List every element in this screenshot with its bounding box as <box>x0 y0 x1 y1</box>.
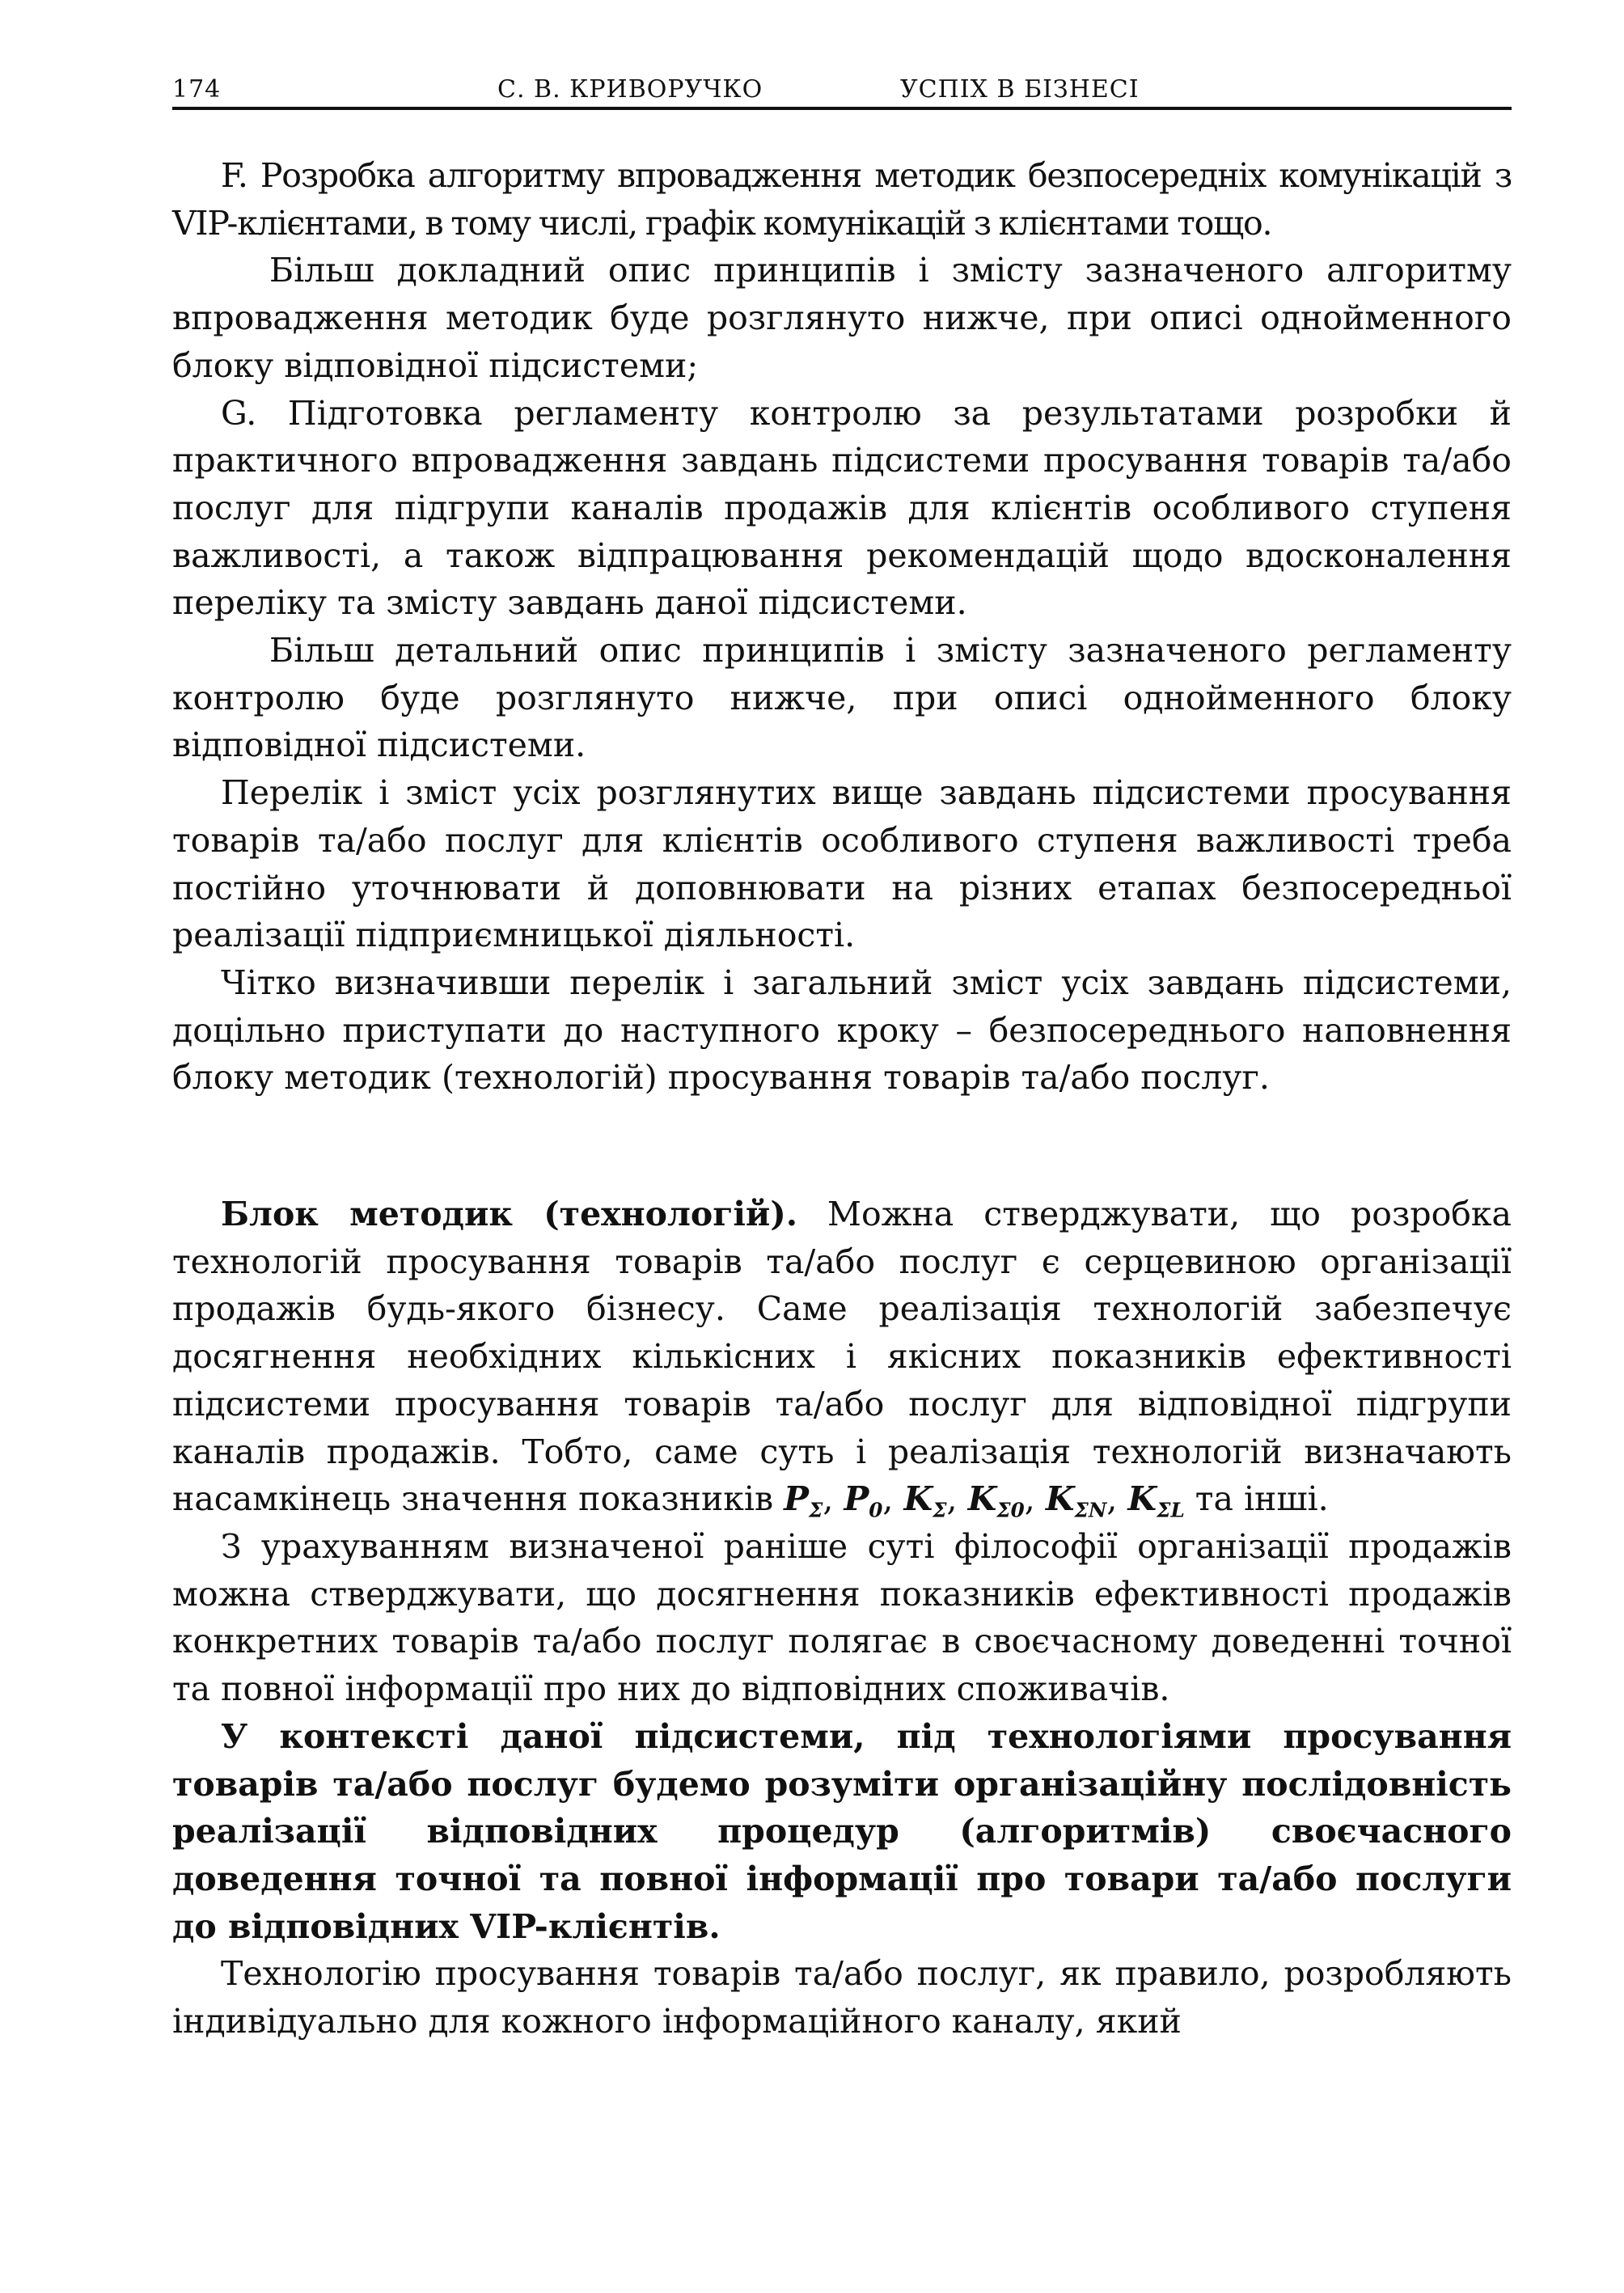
paragraph-task-list: Перелік і зміст усіх розглянутих вище завдань підсистеми просування товарів та/або послуг для клієнтів особливого ступеня важливості треба постійно уточнювати й доповнювати на різних етапах безпосередньої реалізації підприємницької діяльності. <box>172 773 1512 955</box>
symbol-k-sigman: $K_{\Sigma N}$ <box>1045 1479 1107 1522</box>
paragraph-next-step: Чітко визначивши перелік і загальний зміст усіх завдань підсистеми, доцільно приступати до наступного кроку – безпосереднього наповнення блоку методик (технологій) просування товарів та/або послуг. <box>172 962 1512 1098</box>
page-body <box>172 152 1512 2046</box>
symbol-p-0: $P_0$ <box>844 1479 883 1522</box>
symbol-k-sigma: $K_\Sigma$ <box>903 1479 947 1522</box>
paragraph-g-note: Більш детальний опис принципів і змісту зазначеного регламенту контролю буде розглянуто нижче, при описі однойменного блоку відповідної підсистеми. <box>172 631 1512 765</box>
methods-block-end: та інші. <box>1184 1479 1329 1519</box>
page-number: 174 <box>172 75 222 104</box>
symbol-k-sigmal: $K_{\Sigma L}$ <box>1127 1479 1185 1522</box>
paragraph-f: F. Розробка алгоритму впровадження методик безпосередніх комунікацій з VIP-клієнтами, в тому числі, графік комунікацій з клієнтами тощо. <box>172 156 1512 243</box>
paragraph-technology: Технологію просування товарів та/або послуг, як правило, розробляють індивідуально для кожного інформаційного каналу, який <box>172 1954 1512 2041</box>
symbol-k-sigma0: $K_{\Sigma 0}$ <box>967 1479 1025 1522</box>
header-book-title: УСПІХ В БІЗНЕСІ <box>900 75 1140 104</box>
section-lead: Блок методик (технологій). <box>221 1195 797 1234</box>
paragraph-g: G. Підготовка регламенту контролю за результатами розробки й практичного впровадження завдань підсистеми просування товарів та/або послуг для підгрупи каналів продажів для клієнтів особливого ступеня важливості, а також відпрацювання рекомендацій щодо вдосконалення переліку та змісту завдань даної підсистеми. <box>172 393 1512 623</box>
running-header <box>172 66 1512 110</box>
paragraph-philosophy: З урахуванням визначеної раніше суті філософії організації продажів можна стверджувати, що досягнення показників ефективності продажів конкретних товарів та/або послуг полягає в своєчасному доведенні точної та повної інформації про них до відповідних споживачів. <box>172 1526 1512 1709</box>
methods-block-text: Можна стверджувати, що розробка технологій просування товарів та/або послуг є серцевиною організації продажів будь-якого бізнесу. Саме реалізація технологій забезпечує досягнення необхідних кількісних і якісних показників ефективності підсистеми просування товарів та/або послуг для відповідної підгрупи каналів продажів. Тобто, саме суть і реалізація технологій визначають насамкінець значення показників <box>172 1195 1512 1519</box>
paragraph-f-note: Більш докладний опис принципів і змісту зазначеного алгоритму впровадження методик буде розглянуто нижче, при описі однойменного блоку відповідної підсистеми; <box>172 251 1512 385</box>
symbol-p-sigma: $P_\Sigma$ <box>784 1479 823 1522</box>
header-author: С. В. КРИВОРУЧКО <box>497 75 763 104</box>
paragraph-definition: У контексті даної підсистеми, під технологіями просування товарів та/або послуг будемо розуміти організаційну послідовність реалізації відповідних процедур (алгоритмів) своєчасного доведення точної та повної інформації про товари та/або послуги до відповідних VIP-клієнтів. <box>172 1716 1512 1946</box>
paragraph-methods-block: Блок методик (технологій). Можна стверджувати, що розробка технологій просування товарів та/або послуг є серцевиною організації продажів будь-якого бізнесу. Саме реалізація технологій забезпечує досягнення необхідних кількісних і якісних показників ефективності підсистеми просування товарів та/або послуг для відповідної підгрупи каналів продажів. Тобто, саме суть і реалізація технологій визначають насамкінець значення показників $P_\Sigma$, $P_0$, $K_\Sigma$, $K_{\Sigma 0}$, $K_{\Sigma N}$, $K_{\Sigma L}$ та інші. <box>172 1195 1512 1522</box>
